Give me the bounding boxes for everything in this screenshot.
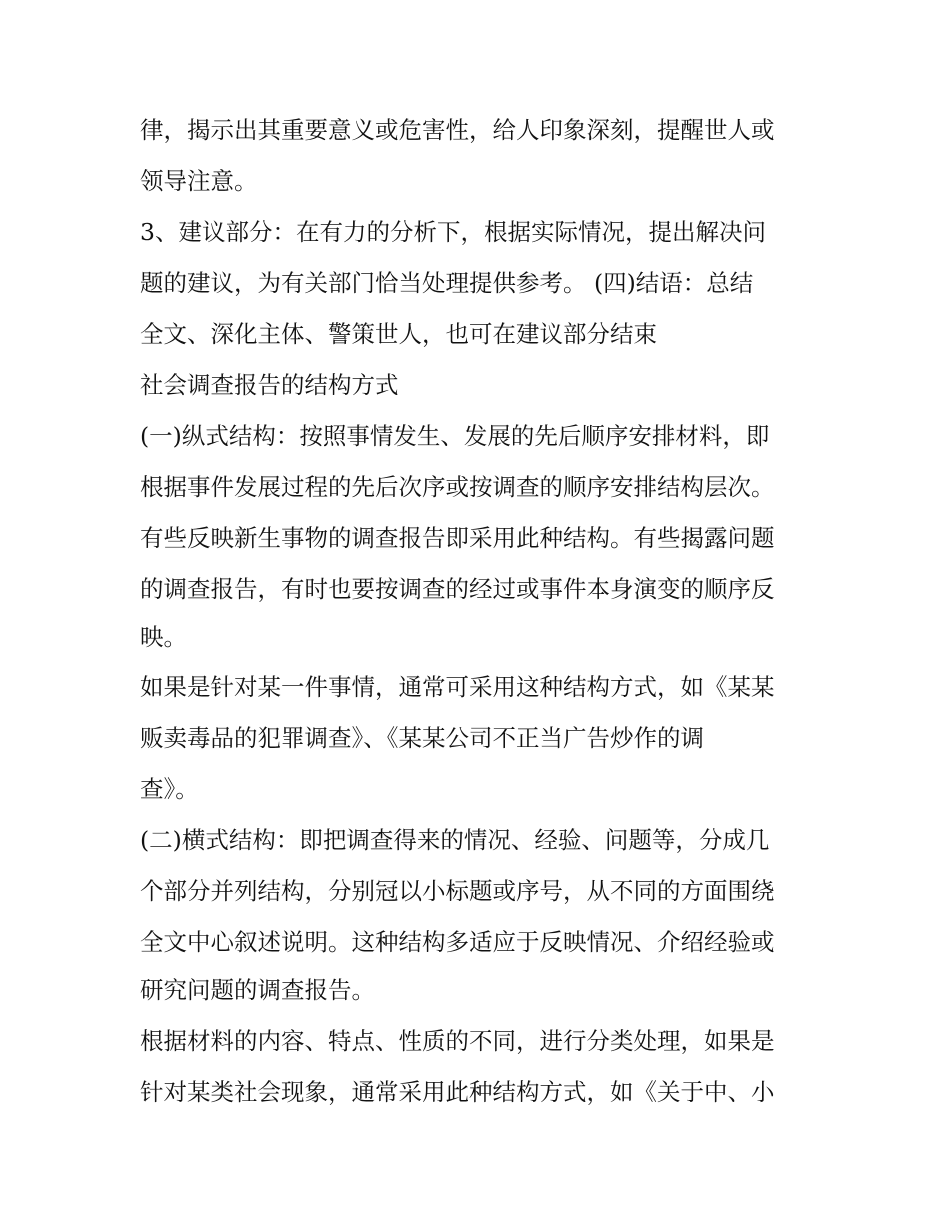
text-line: 根据材料的内容、特点、性质的不同，进行分类处理，如果是 — [140, 1027, 775, 1055]
text-line: (二)横式结构：即把调查得来的情况、经验、问题等，分成几 — [140, 826, 770, 854]
text-line: 领导注意。 — [140, 167, 258, 195]
text-line: (一)纵式结构：按照事情发生、发展的先后顺序安排材料，即 — [140, 422, 770, 450]
text-line: 的调查报告，有时也要按调查的经过或事件本身演变的顺序反 — [140, 575, 775, 603]
text-line: 有些反映新生事物的调查报告即采用此种结构。有些揭露问题 — [140, 524, 775, 552]
text-line: 全文、深化主体、警策世人，也可在建议部分结束 — [140, 320, 657, 348]
text-line: 针对某类社会现象，通常采用此种结构方式，如《关于中、小 — [140, 1078, 775, 1106]
text-line: 根据事件发展过程的先后次序或按调查的顺序安排结构层次。 — [140, 473, 775, 501]
text-line: 题的建议，为有关部门恰当处理提供参考。 (四)结语：总结 — [140, 269, 754, 297]
text-line: 律，揭示出其重要意义或危害性，给人印象深刻，提醒世人或 — [140, 116, 775, 144]
text-line: 个部分并列结构，分别冠以小标题或序号，从不同的方面围绕 — [140, 877, 775, 905]
text-line: 全文中心叙述说明。这种结构多适应于反映情况、介绍经验或 — [140, 928, 775, 956]
text-line: 映。 — [140, 623, 187, 651]
section-heading: 社会调查报告的结构方式 — [140, 371, 399, 399]
text-line: 贩卖毒品的犯罪调查》、《某某公司不正当广告炒作的调 — [140, 724, 704, 752]
text-line: 查》。 — [140, 775, 199, 803]
text-line: 如果是针对某一件事情，通常可采用这种结构方式，如《某某 — [140, 673, 775, 701]
text-line: 研究问题的调查报告。 — [140, 976, 375, 1004]
text-line: 3、建议部分：在有力的分析下，根据实际情况，提出解决问 — [140, 218, 766, 246]
